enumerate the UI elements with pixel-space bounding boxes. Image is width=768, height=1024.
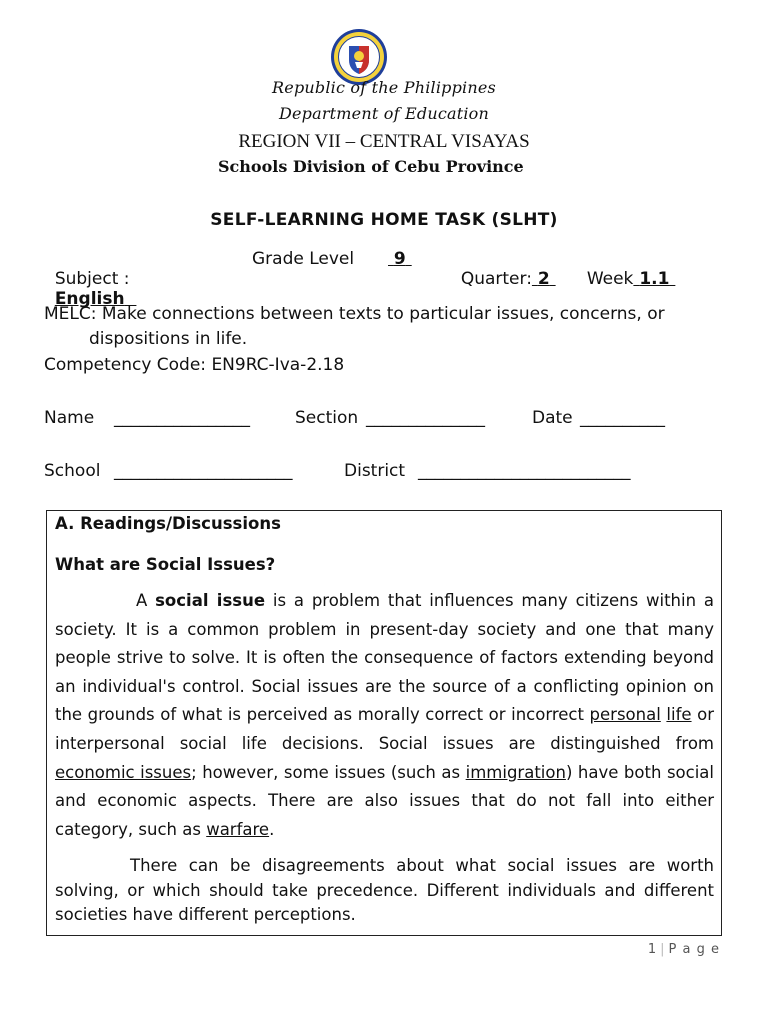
- week-label: Week: [586, 269, 634, 289]
- quarter-label: Quarter:: [460, 269, 532, 289]
- school-field[interactable]: _____________________: [114, 461, 293, 481]
- date-label: Date: [532, 408, 573, 428]
- week-row: [576, 249, 675, 289]
- key-term: social issue: [155, 591, 266, 610]
- subject-label: Subject :: [54, 269, 130, 289]
- division-line: Schools Division of Cebu Province: [218, 157, 524, 176]
- question-heading: What are Social Issues?: [55, 555, 276, 574]
- grade-label: Grade Level: [252, 249, 355, 269]
- page-footer: [648, 942, 720, 957]
- page-label: P a g e: [668, 942, 720, 957]
- page-number: 1: [647, 942, 658, 957]
- quarter-value: 2: [537, 269, 550, 289]
- melc-line-1: MELC: Make connections between texts to particular issues, concerns, or: [44, 304, 665, 324]
- competency-code: Competency Code: EN9RC-Iva-2.18: [44, 355, 345, 375]
- district-label: District: [344, 461, 406, 481]
- region-line: REGION VII – CENTRAL VISAYAS: [238, 131, 530, 152]
- district-field[interactable]: _________________________: [418, 461, 631, 481]
- footer-separator: |: [660, 942, 666, 957]
- section-label: Section: [295, 408, 359, 428]
- grade-value: 9: [393, 249, 406, 269]
- link-personal[interactable]: personal: [589, 705, 661, 725]
- subject-value: English: [54, 289, 125, 309]
- link-immigration[interactable]: immigration: [465, 762, 566, 782]
- subject-row: [44, 249, 136, 309]
- quarter-row: [450, 249, 556, 289]
- paragraph-1: A social issue is a problem that influences many citizens within a society. It is a common problem in present-day society and one that many people strive to solve. It is often the consequence of factors extending beyond an individual's control. Social issues are the source of a conflicting opinion on the grounds of what is perceived as morally correct or incorrect personal life or interpersonal social life decisions. Social issues are distinguished from economic issues; however, some issues (such as immigration) have both social and economic aspects. There are also issues that do not fall into either category, such as warfare.: [55, 591, 715, 839]
- republic-line: Republic of the Philippines: [272, 78, 496, 97]
- name-label: Name: [44, 408, 95, 428]
- week-value: 1.1: [639, 269, 670, 289]
- department-line: Department of Education: [278, 104, 490, 123]
- school-label: School: [44, 461, 101, 481]
- date-field[interactable]: __________: [580, 408, 665, 428]
- readings-box: [46, 510, 722, 936]
- name-field[interactable]: ________________: [114, 408, 250, 428]
- melc-line-2: dispositions in life.: [89, 329, 248, 349]
- section-heading: A. Readings/Discussions: [55, 514, 281, 533]
- link-life[interactable]: life: [666, 705, 692, 725]
- document-title: SELF-LEARNING HOME TASK (SLHT): [210, 210, 558, 230]
- section-field[interactable]: ______________: [366, 408, 485, 428]
- link-warfare[interactable]: warfare: [206, 819, 270, 839]
- paragraph-2: There can be disagreements about what social issues are worth solving, or which should take precedence. Different individuals and different societies have different perceptions.: [55, 856, 714, 924]
- link-economic-issues[interactable]: economic issues: [55, 762, 192, 782]
